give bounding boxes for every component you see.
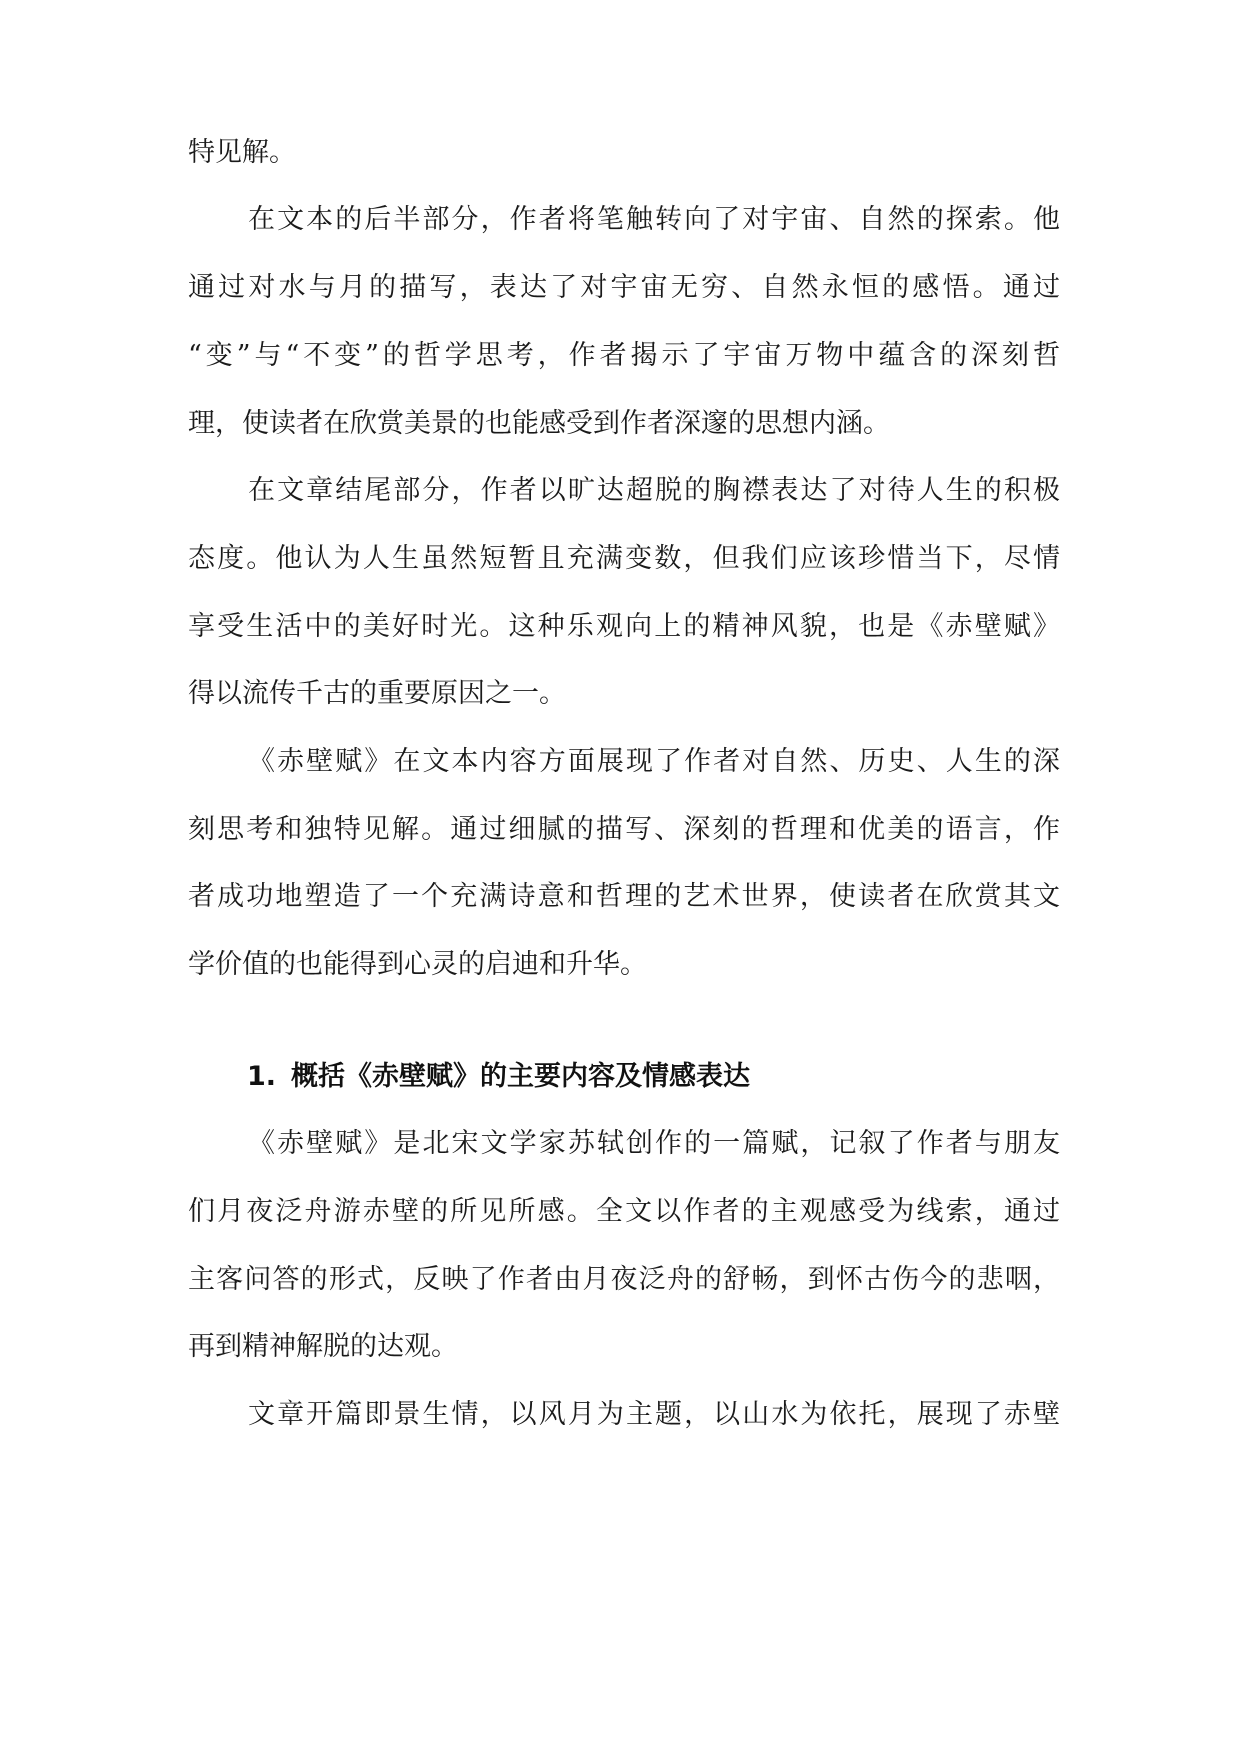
text-line: 主客问答的形式，反映了作者由月夜泛舟的舒畅，到怀古伤今的悲咽， xyxy=(188,1264,1060,1295)
text-line: 《赤壁赋》在文本内容方面展现了作者对自然、历史、人生的深 xyxy=(248,746,1060,777)
text-line: 者成功地塑造了一个充满诗意和哲理的艺术世界，使读者在欣赏其文 xyxy=(188,881,1060,912)
text-line: “变”与“不变”的哲学思考，作者揭示了宇宙万物中蕴含的深刻哲 xyxy=(188,340,1060,371)
text-line: 再到精神解脱的达观。 xyxy=(188,1331,458,1362)
text-line: 特见解。 xyxy=(188,137,296,168)
text-line: 《赤壁赋》是北宋文学家苏轼创作的一篇赋，记叙了作者与朋友 xyxy=(248,1128,1060,1159)
text-line: 通过对水与月的描写，表达了对宇宙无穷、自然永恒的感悟。通过 xyxy=(188,272,1060,303)
text-line: 学价值的也能得到心灵的启迪和升华。 xyxy=(188,949,647,980)
text-line: 在文章结尾部分，作者以旷达超脱的胸襟表达了对待人生的积极 xyxy=(248,475,1060,506)
text-line: 文章开篇即景生情，以风月为主题，以山水为依托，展现了赤壁 xyxy=(248,1399,1060,1430)
section-number: 1. xyxy=(247,1061,277,1092)
section-heading xyxy=(247,1057,947,1097)
section-title: 概括《赤壁赋》的主要内容及情感表达 xyxy=(291,1061,750,1092)
text-line: 得以流传千古的重要原因之一。 xyxy=(188,678,566,709)
text-line: 们月夜泛舟游赤壁的所见所感。全文以作者的主观感受为线索，通过 xyxy=(188,1196,1060,1227)
text-line: 刻思考和独特见解。通过细腻的描写、深刻的哲理和优美的语言，作 xyxy=(188,814,1060,845)
text-line: 理，使读者在欣赏美景的也能感受到作者深邃的思想内涵。 xyxy=(188,408,890,439)
text-line: 态度。他认为人生虽然短暂且充满变数，但我们应该珍惜当下，尽情 xyxy=(188,543,1060,574)
text-line: 享受生活中的美好时光。这种乐观向上的精神风貌，也是《赤壁赋》 xyxy=(188,611,1060,642)
text-line: 在文本的后半部分，作者将笔触转向了对宇宙、自然的探索。他 xyxy=(248,204,1060,235)
